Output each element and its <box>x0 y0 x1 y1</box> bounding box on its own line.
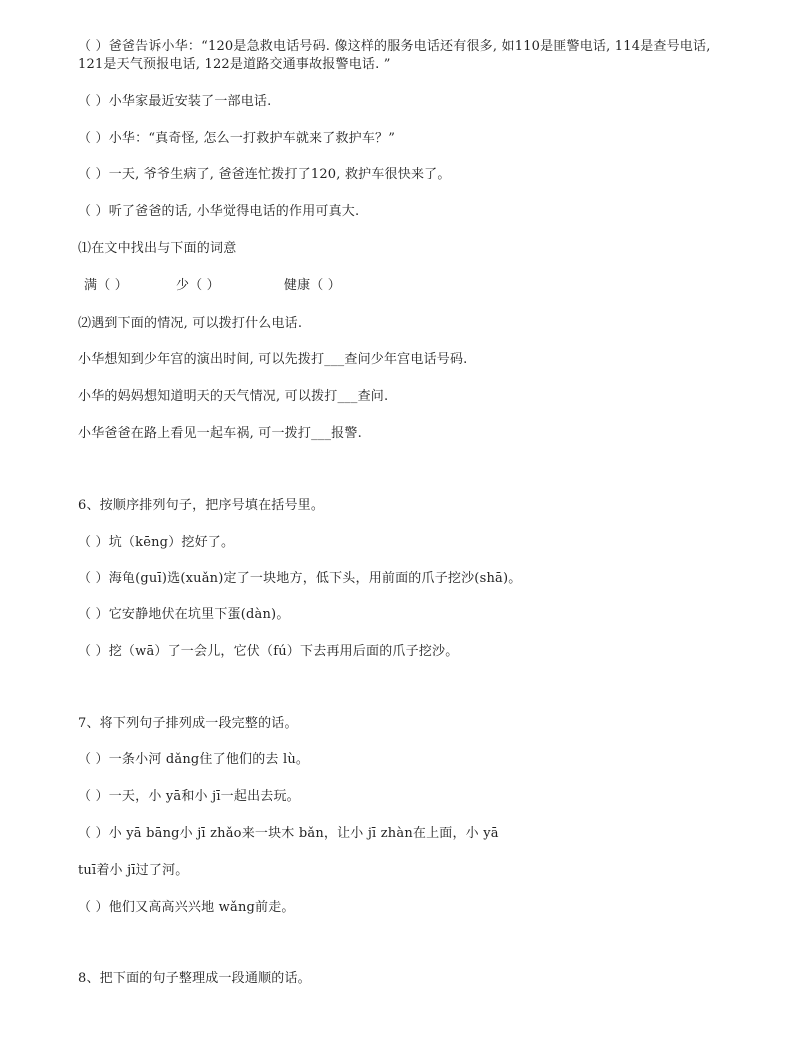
ordering-line-3: （ ）小华：“真奇怪, 怎么一打救护车就来了救护车？” <box>78 131 396 146</box>
section-7-line-2: （ ）一天，小 yā和小 jī一起出去玩。 <box>78 789 300 804</box>
section-7-line-4: tuī着小 jī过了河。 <box>78 863 189 878</box>
section-7-line-3: （ ）小 yā bāng小 jī zhǎo来一块木 bǎn，让小 jī zhàn在上面，小 yā <box>78 826 499 841</box>
ordering-line-2: （ ）小华家最近安装了一部电话. <box>78 94 272 109</box>
section-6-line-4: （ ）挖（wā）了一会儿，它伏（fú）下去再用后面的爪子挖沙。 <box>78 644 459 659</box>
question-2-line-1: 小华想知到少年宫的演出时间, 可以先拨打___查问少年宫电话号码. <box>78 352 468 367</box>
question-2-prompt: ⑵遇到下面的情况, 可以拨打什么电话. <box>78 316 303 331</box>
word-blank-shao: 少（ ） <box>175 278 220 293</box>
section-6-line-2: （ ）海龟(guī)选(xuǎn)定了一块地方，低下头，用前面的爪子挖沙(shā)。 <box>78 571 522 586</box>
section-6-line-3: （ ）它安静地伏在坑里下蛋(dàn)。 <box>78 607 290 622</box>
section-6-line-1: （ ）坑（kēng）挖好了。 <box>78 535 235 550</box>
question-1-items <box>84 277 341 295</box>
ordering-line-4: （ ）一天, 爷爷生病了, 爸爸连忙拨打了120, 救护车很快来了。 <box>78 167 451 182</box>
question-2-line-3: 小华爸爸在路上看见一起车祸, 可一拨打___报警. <box>78 426 362 441</box>
section-7-line-1: （ ）一条小河 dǎng住了他们的去 lù。 <box>78 752 310 767</box>
question-1-prompt: ⑴在文中找出与下面的词意 <box>78 241 237 256</box>
word-blank-man: 满（ ） <box>84 278 128 293</box>
question-2-line-2: 小华的妈妈想知道明天的天气情况, 可以拨打___查问. <box>78 389 389 404</box>
word-blank-jiankang: 健康（ ） <box>283 278 342 293</box>
section-8-title: 8、把下面的句子整理成一段通顺的话。 <box>78 971 311 986</box>
section-6-title: 6、按顺序排列句子，把序号填在括号里。 <box>78 498 325 513</box>
section-7-title: 7、将下列句子排列成一段完整的话。 <box>78 716 298 731</box>
ordering-line-1: （ ）爸爸告诉小华：“120是急救电话号码. 像这样的服务电话还有很多, 如110是匪警电话, 114是查号电话, 121是天气预报电话, 122是道路交通事故报警电话. ” <box>78 39 711 72</box>
ordering-line-5: （ ）听了爸爸的话, 小华觉得电话的作用可真大. <box>78 204 360 219</box>
section-7-line-5: （ ）他们又高高兴兴地 wǎng前走。 <box>78 900 295 915</box>
